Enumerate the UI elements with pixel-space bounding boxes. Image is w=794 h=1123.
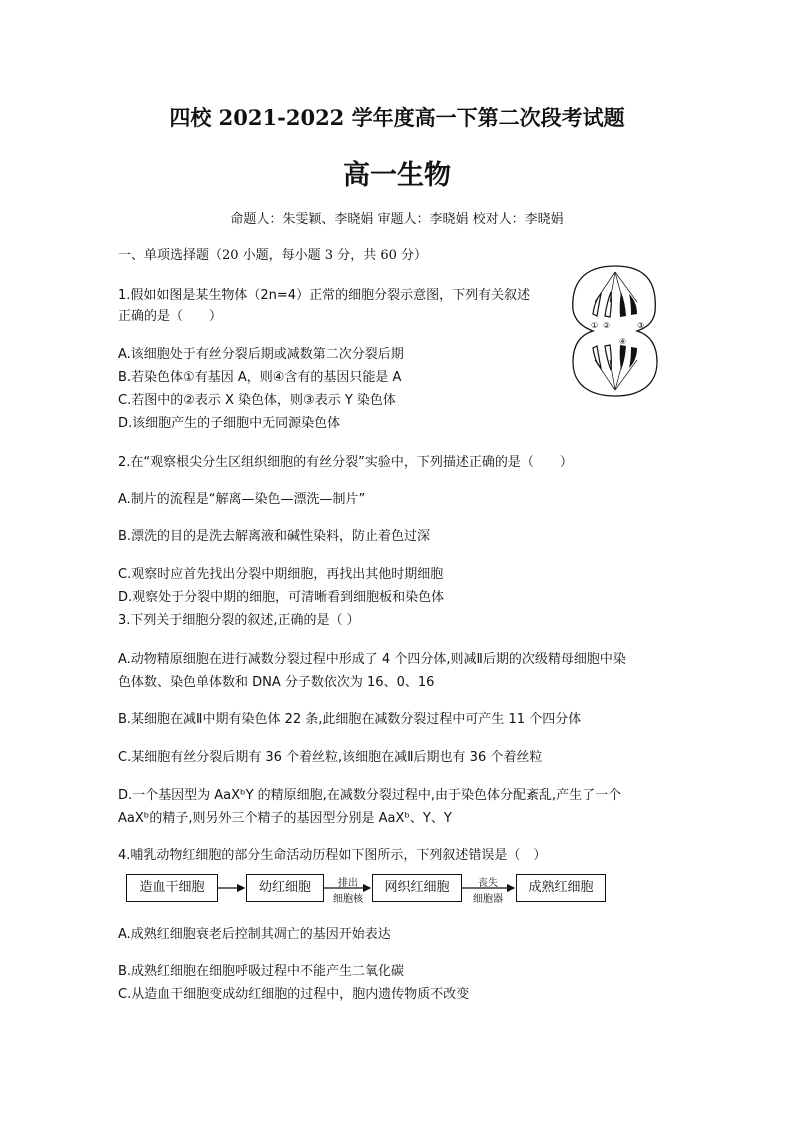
q3-option-d-line1: D.一个基因型为 AaXᵇY 的精原细胞,在减数分裂过程中,由于染色体分配紊乱,产生了一个 (118, 788, 622, 803)
flow-box-mature-rbc: 成熟红细胞 (516, 874, 606, 902)
label-4: ④ (619, 337, 627, 346)
label-2: ② (603, 321, 611, 330)
chromosomes-bottom (593, 345, 637, 370)
arrow3-bottom-label: 细胞器 (473, 894, 503, 905)
q1-stem-line2: 正确的是（ ） (118, 309, 223, 324)
flow-box-stem-cell: 造血干细胞 (126, 874, 218, 902)
q4-option-c: C.从造血干细胞变成幼红细胞的过程中，胞内遗传物质不改变 (118, 987, 470, 1002)
section-heading: 一、单项选择题（20 小题，每小题 3 分，共 60 分） (118, 248, 428, 263)
q2-option-c: C.观察时应首先找出分裂中期细胞，再找出其他时期细胞 (118, 567, 444, 582)
arrow3-top-label: 丧失 (478, 878, 498, 889)
q1-stem-line1: 1.假如如图是某生物体（2n=4）正常的细胞分裂示意图，下列有关叙述 (118, 288, 531, 303)
q2-option-a: A.制片的流程是“解离—染色—漂洗—制片” (118, 492, 366, 507)
authors-line: 命题人：朱雯颖、李晓娟 审题人：李晓娟 校对人：李晓娟 (230, 212, 564, 227)
exam-title: 四校 2021-2022 学年度高一下第二次段考试题 (169, 105, 625, 130)
q3-option-a-line2: 色体数、染色单体数和 DNA 分子数依次为 16、0、16 (118, 675, 435, 690)
q4-stem: 4.哺乳动物红细胞的部分生命活动历程如下图所示，下列叙述错误是（ ） (118, 848, 547, 863)
q2-stem: 2.在“观察根尖分生区组织细胞的有丝分裂”实验中，下列描述正确的是（ ） (118, 455, 573, 470)
q2-option-d: D.观察处于分裂中期的细胞，可清晰看到细胞板和染色体 (118, 590, 445, 605)
cell-membrane (573, 266, 657, 396)
cell-division-figure (565, 262, 665, 404)
chromosomes-top (593, 292, 637, 317)
q3-option-c: C.某细胞有丝分裂后期有 36 个着丝粒,该细胞在减Ⅱ后期也有 36 个着丝粒 (118, 750, 543, 765)
q2-option-b: B.漂洗的目的是洗去解离液和碱性染料，防止着色过深 (118, 529, 431, 544)
spindle-fibers (595, 272, 637, 390)
subject-title: 高一生物 (343, 160, 451, 191)
q1-option-d: D.该细胞产生的子细胞中无同源染色体 (118, 416, 341, 431)
q3-option-d-line2: AaXᵇ的精子,则另外三个精子的基因型分别是 AaXᵇ、Y、Y (118, 811, 452, 826)
flow-box-young-rbc: 幼红细胞 (246, 874, 324, 902)
q4-option-b: B.成熟红细胞在细胞呼吸过程中不能产生二氧化碳 (118, 964, 405, 979)
label-1: ① (591, 321, 599, 330)
flow-box-reticulocyte: 网织红细胞 (372, 874, 462, 902)
q1-option-c: C.若图中的②表示 X 染色体，则③表示 Y 染色体 (118, 393, 396, 408)
q3-option-b: B.某细胞在减Ⅱ中期有染色体 22 条,此细胞在减数分裂过程中可产生 11 个四分体 (118, 712, 582, 727)
arrow2-bottom-label: 细胞核 (333, 894, 363, 905)
label-3: ③ (637, 321, 645, 330)
arrow2-top-label: 排出 (338, 878, 358, 889)
q4-option-a: A.成熟红细胞衰老后控制其凋亡的基因开始表达 (118, 927, 391, 942)
q3-stem: 3.下列关于细胞分裂的叙述,正确的是（ ） (118, 613, 360, 628)
q3-option-a-line1: A.动物精原细胞在进行减数分裂过程中形成了 4 个四分体,则减Ⅱ后期的次级精母细胞中染 (118, 652, 626, 667)
q1-option-b: B.若染色体①有基因 A，则④含有的基因只能是 A (118, 370, 402, 385)
q1-option-a: A.该细胞处于有丝分裂后期或减数第二次分裂后期 (118, 347, 404, 362)
cell-division-svg (565, 262, 665, 400)
